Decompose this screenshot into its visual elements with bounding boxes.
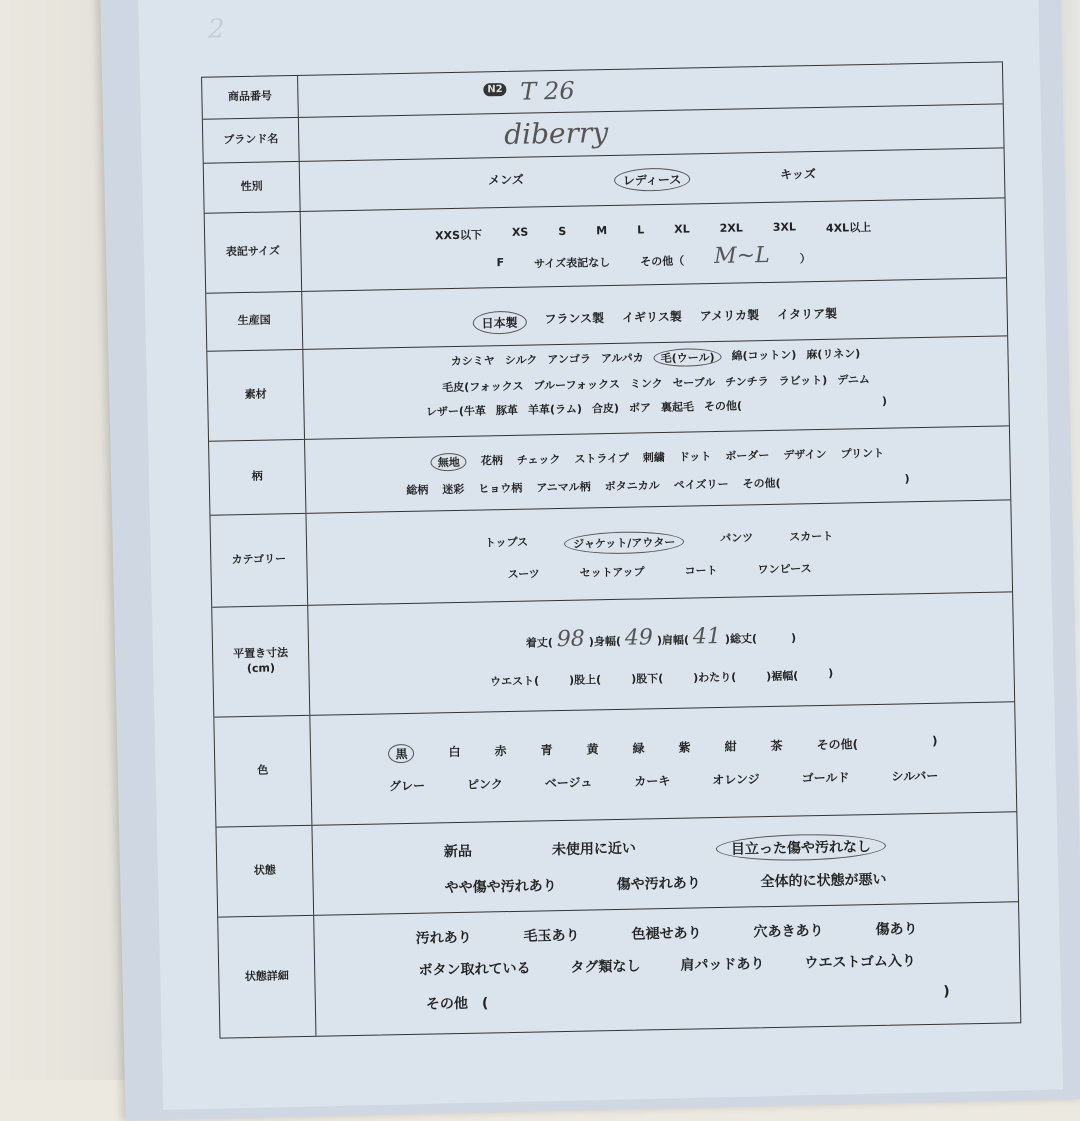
size-m: M	[596, 224, 608, 238]
detail-other: その他 (	[425, 995, 489, 1013]
condition-damage: 傷や汚れあり	[616, 875, 701, 893]
pattern-check: チェック	[516, 452, 561, 467]
label-material: 素材	[207, 350, 305, 441]
detail-fading: 色褪せあり	[631, 925, 702, 943]
condition-poor: 全体的に状態が悪い	[760, 871, 887, 891]
color-red: 赤	[494, 744, 507, 759]
pattern-animal: アニマル柄	[536, 480, 591, 495]
material-linen: 麻(リネン)	[806, 347, 861, 362]
label-gender: 性別	[204, 162, 301, 213]
label-category: カテゴリー	[210, 514, 308, 607]
material-denim: デニム	[837, 373, 870, 387]
size-xs: XS	[511, 225, 529, 239]
size-3xl: 3XL	[772, 220, 797, 234]
pattern-plain: 無地	[431, 453, 467, 472]
pattern-stripe: ストライプ	[574, 451, 629, 466]
pattern-other-close: )	[904, 472, 910, 486]
measure-inseam: )股下(	[630, 672, 664, 686]
label-detail: 状態詳細	[218, 916, 316, 1038]
color-pink: ピンク	[466, 777, 503, 792]
detail-button-missing: ボタン取れている	[418, 960, 531, 979]
color-gray: グレー	[388, 778, 426, 794]
size-2xl: 2XL	[719, 221, 743, 235]
measure-width-label: )身幅(	[588, 634, 622, 649]
condition-new: 新品	[443, 843, 473, 861]
category-onepiece: ワンピース	[757, 562, 812, 577]
color-khaki: カーキ	[634, 773, 671, 789]
color-white: 白	[448, 744, 461, 760]
detail-pilling: 毛玉あり	[523, 927, 580, 945]
detail-elastic-waist: ウエストゴム入り	[804, 953, 917, 972]
detail-shoulder-pad: 肩パッドあり	[680, 956, 765, 974]
size-s: S	[558, 224, 567, 238]
material-boa: ボア	[628, 401, 652, 415]
size-xl: XL	[674, 222, 690, 236]
size-l: L	[637, 223, 645, 237]
pattern-leopard: ヒョウ柄	[478, 481, 523, 496]
measure-hem: )裾幅(	[766, 669, 799, 684]
row-measure	[212, 592, 1014, 717]
pattern-paisley: ペイズリー	[673, 477, 729, 492]
detail-scratch: 傷あり	[875, 921, 918, 939]
label-country: 生産国	[206, 292, 303, 351]
material-mink: ミンク	[629, 377, 663, 391]
color-blue: 青	[540, 743, 553, 758]
measure-rise: )股上(	[568, 673, 602, 687]
condition-no-damage: 目立った傷や汚れなし	[716, 833, 886, 862]
measure-thigh: )わたり(	[693, 670, 737, 685]
detail-hole: 穴あきあり	[753, 923, 824, 941]
size-xxs: XXS以下	[434, 228, 483, 243]
detail-stain: 汚れあり	[415, 929, 472, 947]
category-skirt: スカート	[789, 529, 834, 544]
material-pig: 豚革	[495, 403, 519, 418]
category-jacket: ジャケット/アウター	[564, 531, 685, 555]
label-color: 色	[214, 716, 312, 827]
condition-like-new: 未使用に近い	[551, 840, 637, 859]
material-cotton: 綿(コットン)	[731, 348, 797, 363]
label-condition: 状態	[216, 826, 314, 917]
product-form-table	[201, 61, 1021, 1038]
row-size	[205, 198, 1006, 293]
pattern-border: ボーダー	[725, 448, 770, 463]
material-fur-fox: 毛皮(フォックス	[442, 379, 524, 395]
country-usa: アメリカ製	[699, 308, 760, 324]
brand-value: diberry	[503, 116, 609, 151]
label-measure: 平置き寸法 (cm)	[212, 606, 310, 717]
material-cashmere: カシミヤ	[450, 354, 495, 369]
measure-length-value: 98	[556, 626, 586, 653]
material-synthetic: 合皮)	[591, 401, 620, 416]
category-pants: パンツ	[720, 531, 754, 545]
color-black: 黒	[388, 744, 414, 763]
condition-slight-damage: やや傷や汚れあり	[444, 878, 557, 897]
country-uk: イギリス製	[621, 309, 682, 325]
measure-width-value: 49	[624, 625, 654, 651]
color-purple: 紫	[678, 740, 691, 755]
color-brown: 茶	[770, 738, 783, 753]
label-brand: ブランド名	[203, 118, 300, 163]
pattern-other: その他(	[742, 476, 781, 491]
product-number-value: T 26	[520, 76, 575, 106]
pattern-botanical: ボタニカル	[604, 479, 660, 494]
category-coat: コート	[684, 563, 718, 578]
label-pattern: 柄	[209, 440, 306, 515]
material-leather-cow: レザー(牛革	[425, 404, 487, 419]
measure-shoulder-value: 41	[692, 623, 722, 650]
pattern-floral: 花柄	[480, 454, 503, 468]
gender-kids: キッズ	[780, 167, 817, 182]
label-size: 表記サイズ	[205, 212, 302, 293]
size-other-close: ）	[799, 252, 811, 266]
measure-length-label: 着丈(	[525, 636, 554, 650]
gender-mens: メンズ	[488, 172, 524, 188]
color-beige: ベージュ	[544, 775, 593, 791]
label-product-number: 商品番号	[202, 76, 299, 119]
pattern-camo: 迷彩	[442, 482, 465, 497]
color-gold: ゴールド	[801, 770, 850, 786]
material-sable: セーブル	[672, 375, 716, 390]
material-chinchilla: チンチラ	[725, 374, 769, 389]
measure-waist: ウエスト(	[489, 674, 540, 689]
detail-other-close: )	[943, 983, 950, 1000]
gender-ladies: レディース	[614, 167, 691, 191]
color-orange: オレンジ	[712, 772, 760, 788]
country-japan: 日本製	[472, 311, 526, 335]
size-f: F	[496, 256, 505, 270]
size-no-label: サイズ表記なし	[533, 255, 611, 271]
row-material	[207, 336, 1009, 441]
color-silver: シルバー	[891, 768, 939, 784]
material-brushed: 裏起毛	[660, 400, 695, 415]
category-suit: スーツ	[507, 567, 540, 582]
material-other-close: )	[881, 394, 888, 408]
measure-total-label: )総丈(	[724, 632, 758, 646]
color-navy: 紺	[724, 739, 737, 754]
material-rabbit: ラビット)	[778, 373, 828, 388]
size-other: その他（	[640, 254, 685, 269]
pattern-dot: ドット	[678, 450, 712, 464]
measure-shoulder-label: )肩幅(	[656, 633, 690, 648]
color-other: その他(	[816, 737, 859, 753]
pattern-print: プリント	[840, 446, 885, 461]
detail-no-tag: タグ類なし	[570, 958, 641, 976]
material-other: その他(	[703, 399, 743, 414]
row-color	[214, 702, 1016, 827]
pattern-design: デザイン	[783, 447, 827, 462]
material-wool: 毛(ウール)	[654, 348, 722, 367]
size-other-value: M~L	[713, 242, 770, 269]
material-silk: シルク	[504, 353, 538, 368]
pattern-allover: 総柄	[406, 483, 429, 497]
material-alpaca: アルパカ	[600, 351, 644, 366]
country-italy: イタリア製	[776, 306, 838, 322]
material-lamb: 羊革(ラム)	[527, 402, 583, 417]
row-condition	[216, 812, 1018, 917]
measure-total-close: )	[790, 631, 797, 645]
material-blue-fox: ブルーフォックス	[533, 377, 621, 393]
pattern-embroidery: 刺繍	[642, 450, 665, 465]
row-detail	[218, 902, 1020, 1037]
country-france: フランス製	[544, 311, 605, 327]
size-4xl: 4XL以上	[825, 220, 872, 235]
corner-mark: 2	[207, 14, 225, 45]
category-tops: トップス	[484, 535, 529, 550]
color-other-close: )	[931, 733, 938, 748]
row-category	[210, 500, 1012, 607]
measure-hem-close: )	[828, 666, 834, 680]
color-yellow: 黄	[586, 742, 599, 757]
product-number-badge: N2	[483, 83, 507, 96]
material-angora: アンゴラ	[547, 352, 592, 367]
category-setup: セットアップ	[579, 565, 645, 580]
color-green: 緑	[632, 741, 645, 756]
